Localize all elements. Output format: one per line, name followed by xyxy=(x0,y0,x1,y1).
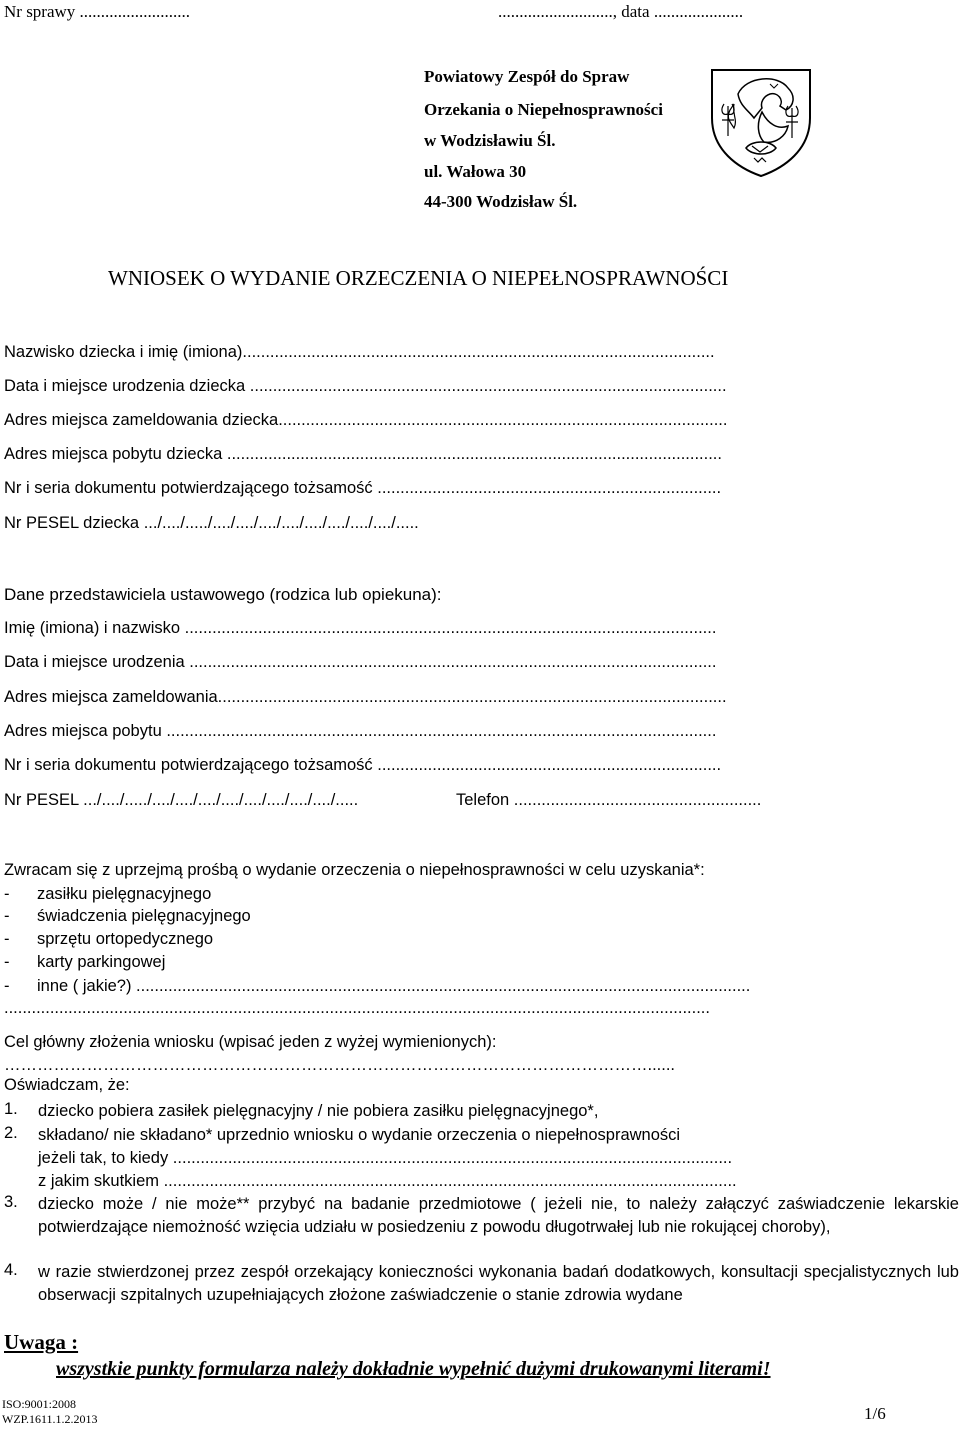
date-field[interactable]: ..........................., data ..................... xyxy=(498,2,744,21)
institution-street: ul. Wałowa 30 xyxy=(424,162,527,181)
form-code: WZP.1611.1.2.2013 xyxy=(2,1412,98,1426)
list-item: - zasiłku pielęgnacyjnego xyxy=(4,885,212,903)
institution-postal: 44-300 Wodzisław Śl. xyxy=(424,192,578,211)
main-purpose-label: Cel główny złożenia wniosku (wpisać jeden z wyżej wymienionych): xyxy=(4,1033,497,1051)
guardian-id-document-field[interactable]: Nr i seria dokumentu potwierdzającego tożsamość ........................................................................... xyxy=(4,756,722,774)
declaration-item-2: 2. składano/ nie składano* uprzednio wniosku o wydanie orzeczenia o niepełnosprawności xyxy=(4,1124,681,1144)
list-item: - sprzętu ortopedycznego xyxy=(4,930,214,948)
page-number: 1/6 xyxy=(864,1404,886,1423)
institution-name-line1: Powiatowy Zespół do Spraw xyxy=(424,67,630,86)
institution-city: w Wodzisławiu Śl. xyxy=(424,131,556,150)
case-number-field[interactable]: Nr sprawy .......................... xyxy=(4,2,191,21)
guardian-registered-address-field[interactable]: Adres miejsca zameldowania............................................................................................................... xyxy=(4,688,727,706)
other-purpose-field[interactable]: - inne ( jakie?) ...................................................................................................................................... xyxy=(4,977,751,995)
guardian-pesel-field[interactable]: Nr PESEL .../..../...../..../..../..../..../..../..../..../..../..... xyxy=(4,791,359,809)
list-item: - świadczenia pielęgnacyjnego xyxy=(4,907,251,925)
child-pesel-field[interactable]: Nr PESEL dziecka .../..../...../..../..../..../..../..../..../..../..../..... xyxy=(4,514,419,532)
coat-of-arms-icon xyxy=(708,66,814,178)
child-registered-address-field[interactable]: Adres miejsca zameldowania dziecka.................................................................................................. xyxy=(4,411,728,429)
institution-name-line2: Orzekania o Niepełnosprawności xyxy=(424,100,663,119)
child-id-document-field[interactable]: Nr i seria dokumentu potwierdzającego tożsamość ........................................................................... xyxy=(4,479,722,497)
child-name-field[interactable]: Nazwisko dziecka i imię (imiona)....................................................................................................... xyxy=(4,343,715,361)
phone-field[interactable]: Telefon ...................................................... xyxy=(456,791,762,809)
warning-note: wszystkie punkty formularza należy dokładnie wypełnić dużymi drukowanymi literami! xyxy=(56,1358,771,1380)
guardian-birth-field[interactable]: Data i miejsce urodzenia ................................................................................................................... xyxy=(4,653,717,671)
document-codes xyxy=(2,1397,98,1427)
declaration-item-1: 1. dziecko pobiera zasiłek pielęgnacyjny / nie pobiera zasiłku pielęgnacyjnego*, xyxy=(4,1100,599,1120)
header-line xyxy=(4,2,744,22)
warning-label: Uwaga : xyxy=(4,1330,79,1354)
other-purpose-continuation[interactable]: .......................................................................................................................................................... xyxy=(4,999,710,1017)
iso-code: ISO:9001:2008 xyxy=(2,1397,77,1411)
request-intro: Zwracam się z uprzejmą prośbą o wydanie orzeczenia o niepełnosprawności w celu uzyskania*: xyxy=(4,861,705,879)
when-field[interactable]: jeżeli tak, to kiedy .......................................................................................................................... xyxy=(38,1149,733,1167)
result-field[interactable]: z jakim skutkiem ............................................................................................................................. xyxy=(38,1172,737,1190)
declaration-item-4: 4. w razie stwierdzonej przez zespół orzekający konieczności wykonania badań dodatkowych, konsultacji specjalistycznych lub obserwacji szpitalnych uzupełniających złożone zaświadczenie o stanie zdrowia wydane xyxy=(4,1261,959,1304)
child-residence-address-field[interactable]: Adres miejsca pobytu dziecka ............................................................................................................ xyxy=(4,445,722,463)
guardian-residence-address-field[interactable]: Adres miejsca pobytu ........................................................................................................................ xyxy=(4,722,717,740)
guardian-section-heading: Dane przedstawiciela ustawowego (rodzica lub opiekuna): xyxy=(4,585,442,604)
guardian-name-field[interactable]: Imię (imiona) i nazwisko .................................................................................................................... xyxy=(4,619,717,637)
guardian-pesel-row xyxy=(4,791,762,810)
main-purpose-field[interactable]: ………………………………………………………………………………………………………...... xyxy=(4,1056,676,1074)
declaration-heading: Oświadczam, że: xyxy=(4,1076,130,1094)
declaration-item-3: 3. dziecko może / nie może** przybyć na badanie przedmiotowe ( jeżeli nie, to należy załączyć zaświadczenie lekarskie potwierdzające niemożność wzięcia udziału w posiedzeniu z powodu długotrwałej lub nie rokującej choroby), xyxy=(4,1193,959,1236)
list-item: - karty parkingowej xyxy=(4,953,166,971)
child-birth-field[interactable]: Data i miejsce urodzenia dziecka ........................................................................................................ xyxy=(4,377,727,395)
form-title: WNIOSEK O WYDANIE ORZECZENIA O NIEPEŁNOSPRAWNOŚCI xyxy=(108,266,729,290)
